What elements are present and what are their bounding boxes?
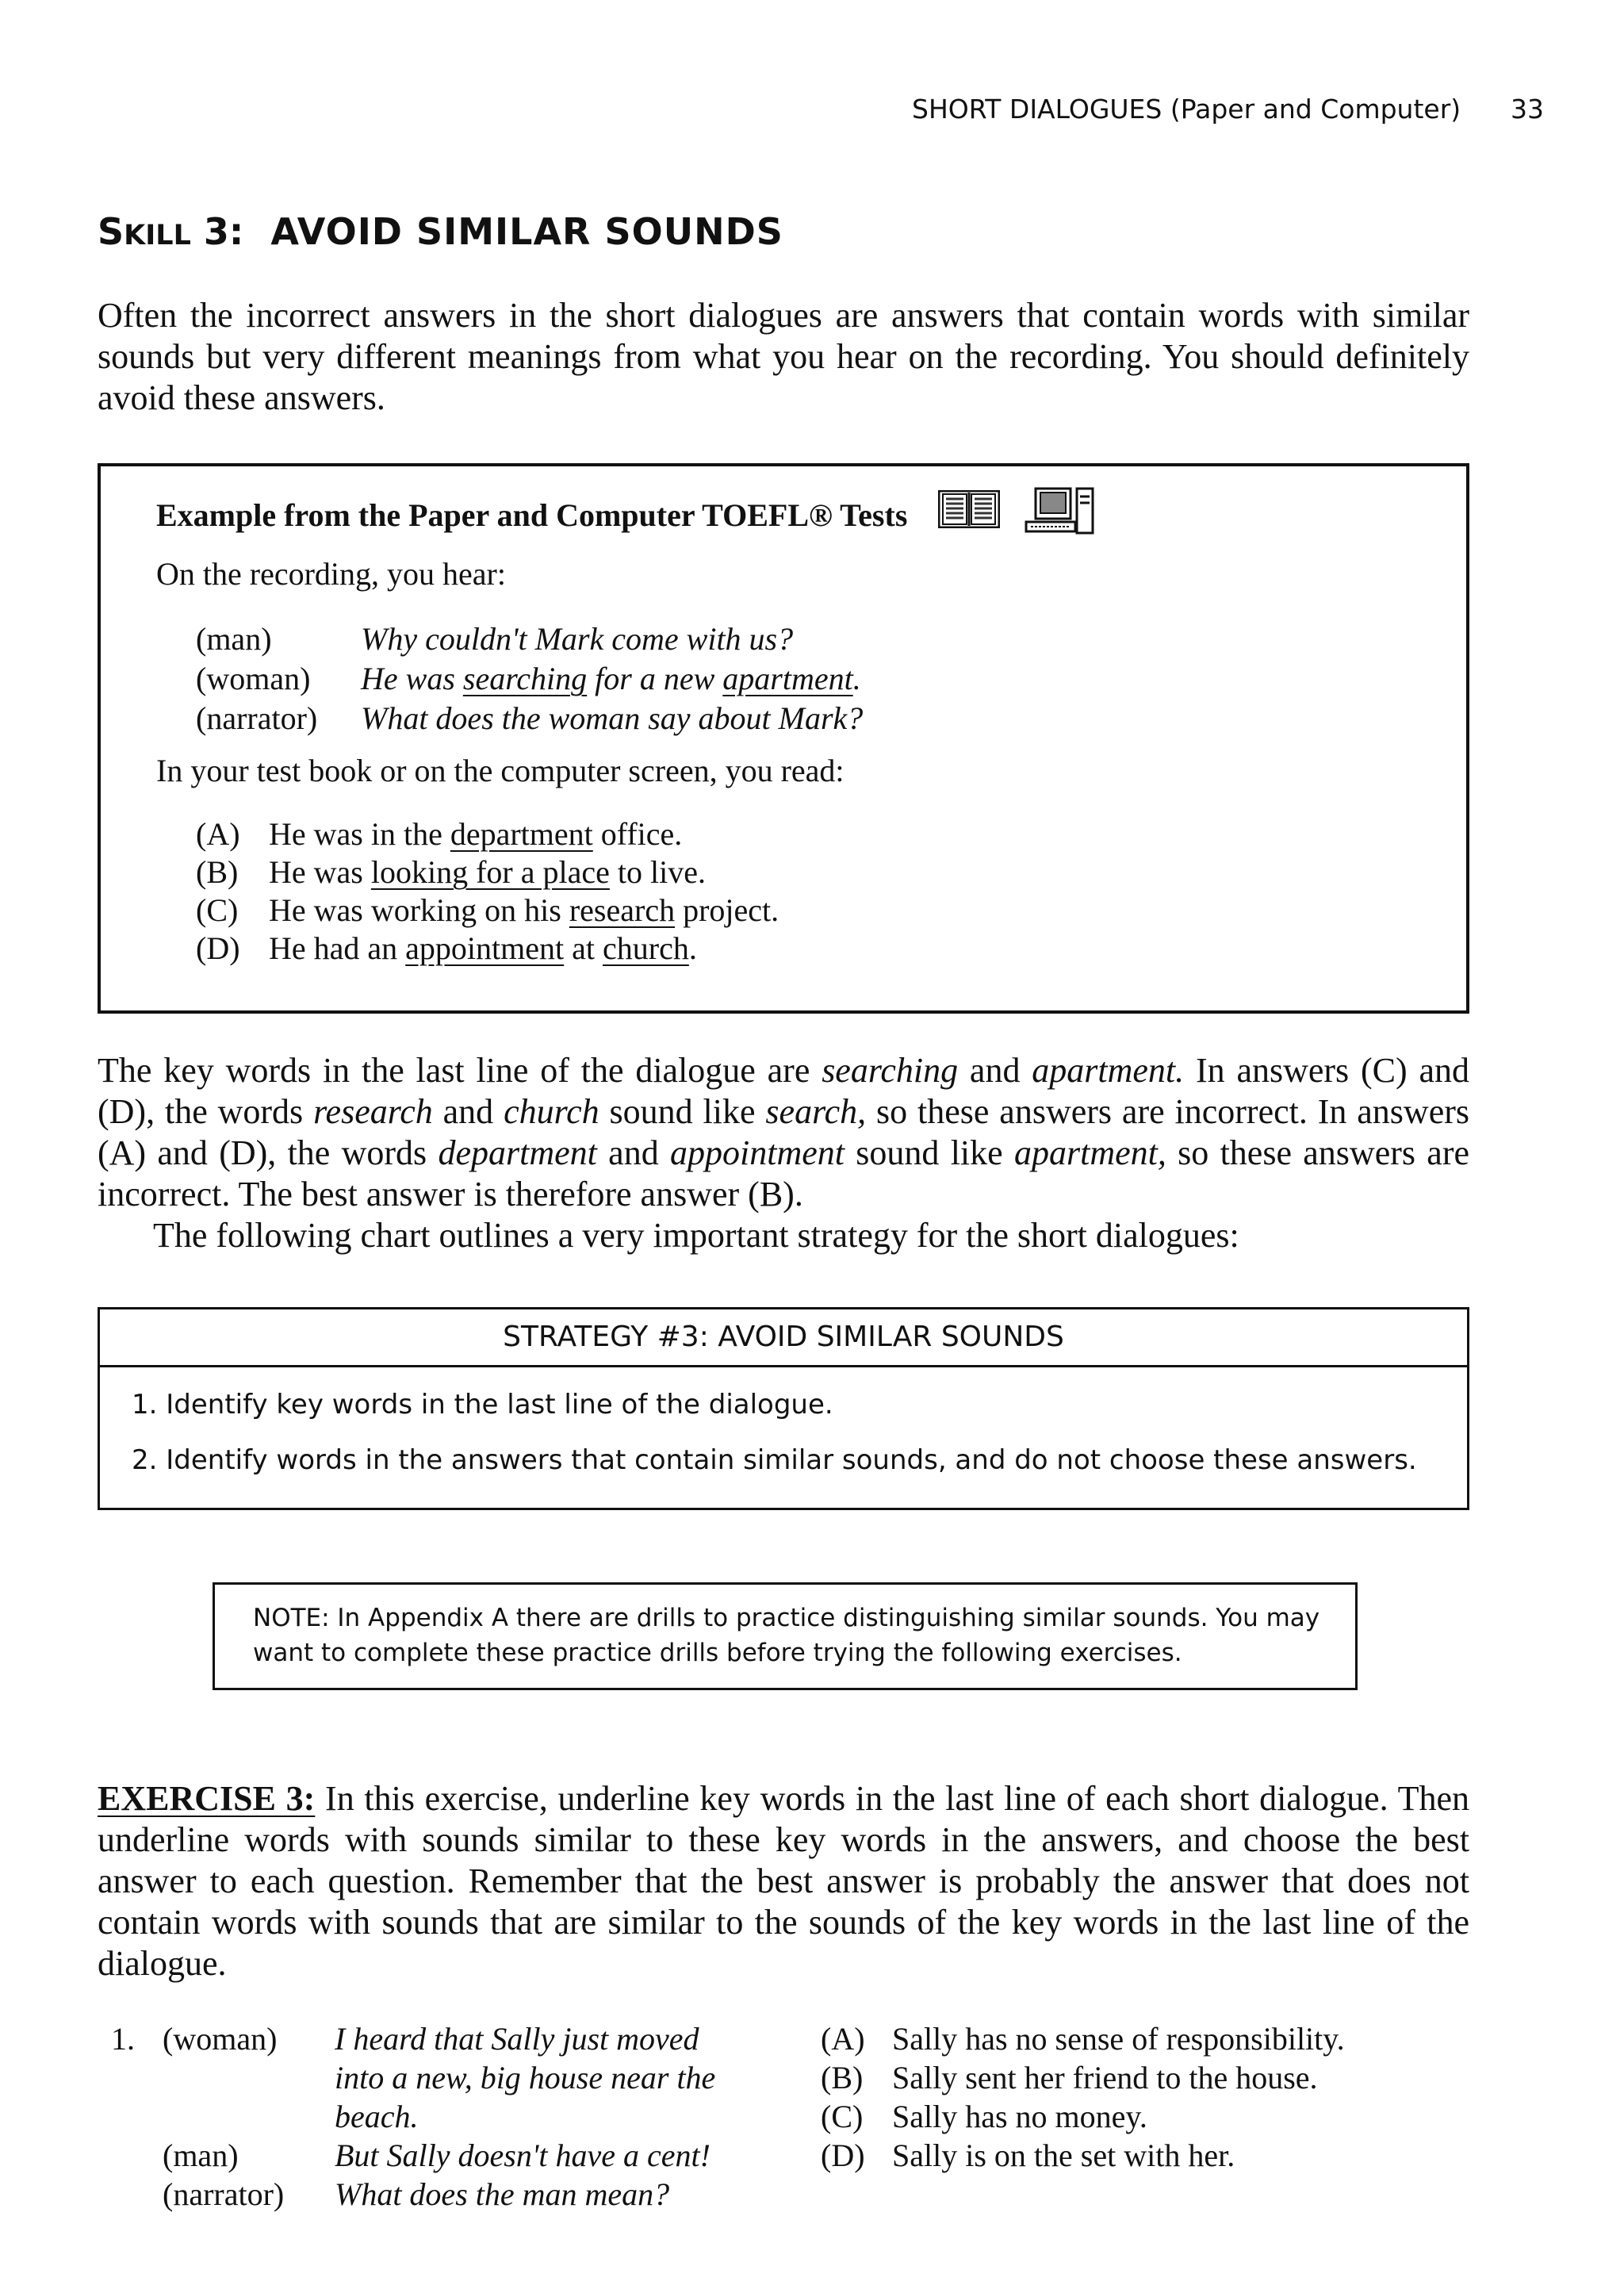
dialogue-text: What does the man mean? (335, 2176, 670, 2212)
text: so these answers are incorrect. In answers (A) and (D), the words (98, 1092, 1470, 1172)
option-letter: (B) (821, 2060, 864, 2095)
option-text-pre: He had an (269, 930, 406, 966)
answer-option (196, 930, 779, 968)
intro-paragraph: Often the incorrect answers in the short dialogues are answers that contain words with similar sounds but very different meanings from what you hear on the recording. You should definitely avoid these answers. (98, 296, 1469, 417)
option-text: Sally has no money. (892, 2099, 1147, 2134)
exercise-label: EXERCISE 3: (98, 1779, 316, 1818)
option-text-mid: project. (675, 892, 779, 928)
key-word: apartment. (1032, 1051, 1185, 1090)
dialogue-line (196, 659, 863, 699)
dialogue-text-pre: He was (361, 661, 463, 696)
note-line: want to complete these practice drills before trying the following exercises. (253, 1639, 1182, 1667)
text: and (958, 1051, 1032, 1090)
speaker: (woman) (196, 661, 311, 696)
key-word: apartment (722, 661, 853, 696)
option-text-pre: He was in the (269, 816, 450, 852)
option-text-mid: to live. (609, 854, 706, 890)
hear-prompt: On the recording, you hear: (156, 556, 506, 592)
speaker: (woman) (163, 2021, 278, 2057)
text: and (596, 1133, 670, 1172)
skill-heading-number: 3: (190, 210, 244, 253)
strategy-item-number: 1. (132, 1389, 158, 1421)
answer-option (821, 2097, 1345, 2136)
skill-heading-kill: KILL (124, 220, 191, 251)
key-word: appointment (670, 1133, 845, 1172)
similar-sound-word: looking for a place (370, 854, 610, 890)
dialogue-text (361, 659, 861, 699)
text: The key words in the last line of the dialogue are (98, 1051, 822, 1090)
option-text (269, 930, 697, 968)
key-word: apartment, (1013, 1133, 1166, 1172)
skill-heading-title: AVOID SIMILAR SOUNDS (270, 210, 783, 253)
option-letter: (A) (821, 2021, 865, 2057)
answer-option (821, 2058, 1345, 2097)
text: In answers (C) and (D), the words (98, 1051, 1469, 1131)
computer-icon (1025, 487, 1104, 535)
text: so these answers are incorrect. The best answer is therefore answer (B). (98, 1133, 1470, 1214)
question-speakers (163, 2019, 284, 2214)
similar-sound-word: department (450, 816, 593, 852)
similar-sound-word: appointment (405, 930, 565, 966)
option-text (269, 853, 706, 891)
speaker: (man) (163, 2138, 239, 2173)
option-text: Sally is on the set with her. (892, 2138, 1235, 2173)
option-letter: (C) (196, 892, 239, 928)
strategy-item (132, 1389, 833, 1421)
skill-heading-s: S (98, 210, 124, 253)
answer-option (196, 853, 779, 891)
strategy-box (98, 1307, 1469, 1510)
dialogue-line (196, 619, 863, 659)
answer-option (821, 2136, 1345, 2175)
speaker: (man) (196, 621, 272, 657)
similar-sound-word: church (603, 930, 689, 966)
dialogue-text: What does the woman say about Mark? (361, 700, 864, 736)
text: sound like (599, 1092, 766, 1131)
key-word: search, (765, 1092, 867, 1131)
key-word: department (438, 1133, 597, 1172)
dialogue-text: But Sally doesn't have a cent! (335, 2138, 710, 2173)
example-dialogue (196, 619, 863, 738)
skill-heading (98, 210, 783, 253)
option-letter: (D) (821, 2138, 865, 2173)
option-text-post: . (688, 930, 697, 966)
similar-sound-word: research (569, 892, 676, 928)
question-dialogue (335, 2019, 715, 2214)
question-options (821, 2019, 1345, 2175)
option-text-mid: at (564, 930, 603, 966)
key-word: searching (822, 1051, 959, 1090)
option-text-mid: office. (592, 816, 683, 852)
question-number: 1. (111, 2021, 135, 2057)
strategy-title: STRATEGY #3: AVOID SIMILAR SOUNDS (100, 1309, 1467, 1367)
note-line: NOTE: In Appendix A there are drills to practice distinguishing similar sounds. You may (253, 1604, 1320, 1632)
dialogue-text: into a new, big house near the (335, 2060, 716, 2095)
option-text: Sally sent her friend to the house. (892, 2060, 1318, 2095)
exercise-text: In this exercise, underline key words in the last line of each short dialogue. Then underline words with sounds similar to these key words in the answers, and choose the best answer to each question. Remember that the best answer is probably the answer that does not contain words with sounds that are similar to the sounds of the key words in the last line of the dialogue. (98, 1779, 1469, 1983)
answer-option (196, 891, 779, 930)
chart-intro: The following chart outlines a very important strategy for the short dialogues: (153, 1216, 1239, 1255)
option-letter: (A) (196, 816, 240, 852)
example-box (98, 463, 1469, 1014)
option-text (269, 815, 682, 853)
strategy-item-text: Identify words in the answers that contain similar sounds, and do not choose these answers. (166, 1444, 1417, 1476)
option-letter: (B) (196, 854, 239, 890)
dialogue-text-post: . (852, 661, 861, 696)
option-text-pre: He was (269, 854, 371, 890)
text: and (432, 1092, 504, 1131)
dialogue-line (196, 699, 863, 738)
strategy-item (132, 1444, 1417, 1476)
option-letter: (C) (821, 2099, 864, 2134)
dialogue-text: Why couldn't Mark come with us? (361, 621, 794, 657)
option-text-pre: He was working on his (269, 892, 569, 928)
key-word: research (313, 1092, 433, 1131)
explanation-paragraph (98, 1050, 1469, 1215)
page-number: 33 (1511, 94, 1544, 125)
book-icon (938, 490, 1000, 528)
key-word: searching (462, 661, 588, 696)
text: sound like (844, 1133, 1014, 1172)
dialogue-text: I heard that Sally just moved (335, 2021, 699, 2057)
key-word: church (504, 1092, 599, 1131)
exercise-instructions (98, 1778, 1469, 1984)
strategy-item-text: Identify key words in the last line of the dialogue. (166, 1389, 833, 1421)
example-title: Example from the Paper and Computer TOEFL® Tests (156, 497, 908, 533)
dialogue-text: beach. (335, 2099, 419, 2134)
example-options (196, 815, 779, 968)
note-box (213, 1582, 1358, 1690)
speaker: (narrator) (196, 700, 318, 736)
speaker: (narrator) (163, 2176, 285, 2212)
read-prompt: In your test book or on the computer screen, you read: (156, 753, 845, 788)
answer-option (821, 2019, 1345, 2058)
option-text: Sally has no sense of responsibility. (892, 2021, 1345, 2057)
option-text (269, 891, 779, 930)
running-head: SHORT DIALOGUES (Paper and Computer) (912, 94, 1461, 125)
option-letter: (D) (196, 930, 240, 966)
answer-option (196, 815, 779, 853)
strategy-item-number: 2. (132, 1444, 158, 1476)
dialogue-text-mid: for a new (587, 661, 723, 696)
